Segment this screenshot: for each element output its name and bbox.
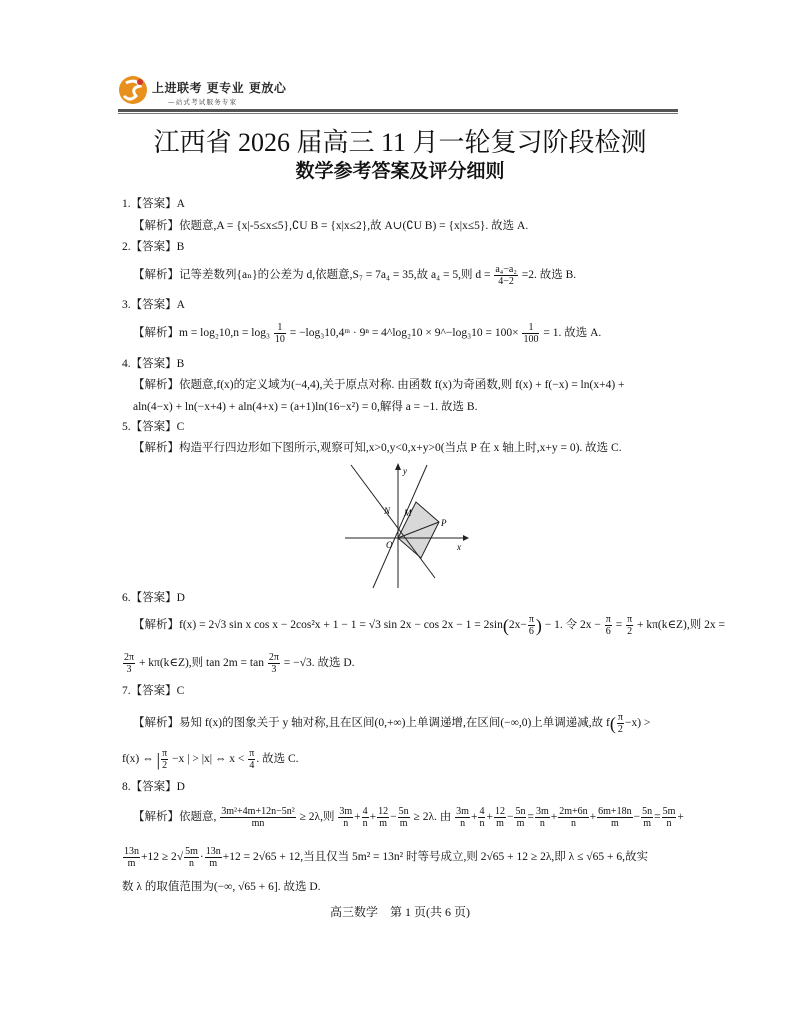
q6-explanation-2: $\frac{2\pi}{3}$ + kπ(k∈Z),则 tan 2m = tan $\frac{2\pi}{3}$ = −√3. 故选 D.	[124, 652, 355, 675]
q1-explanation: 【解析】依题意,A = {x|-5≤x≤5},∁U B = {x|x≤2},故 A∪(∁U B) = {x|x≤5}. 故选 A.	[133, 220, 529, 232]
q2-fraction: $\frac{\text{a₄−a₂}}{4-2}$	[495, 264, 517, 287]
q7-answer: 7.【答案】C	[122, 685, 185, 697]
fig-label-m: M	[404, 508, 412, 518]
fig-label-y: y	[403, 466, 407, 476]
q5-explanation: 【解析】构造平行四边形如下图所示,观察可知,x>0,y<0,x+y>0(当点 P 在 x 轴上时,x+y = 0). 故选 C.	[133, 442, 622, 454]
fig-label-p: P	[441, 518, 447, 528]
q4-explanation-1: 【解析】依题意,f(x)的定义域为(−4,4),关于原点对称. 由函数 f(x)为奇函数,则 f(x) + f(−x) = ln(x+4) +	[133, 379, 625, 391]
q2-explanation: 【解析】记等差数列{aₙ}的公差为 d,依题意,S₇ = 7a₄ = 35,故 a₄ = 5,则 d = $\frac{\text{a₄−a₂}}{4-2}$ =2. 故选 B.	[133, 264, 577, 287]
page-footer: 高三数学 第 1 页(共 6 页)	[330, 905, 470, 919]
q3-answer: 3.【答案】A	[122, 299, 185, 311]
page-subtitle: 数学参考答案及评分细则	[295, 160, 505, 182]
q7-explanation-1: 【解析】易知 f(x)的图象关于 y 轴对称,且在区间(0,+∞)上单调递增,在区间(−∞,0)上单调递减,故 f( $\frac{\pi}{2}$ −x) >	[133, 712, 651, 735]
fig-label-x: x	[457, 542, 461, 552]
q4-answer: 4.【答案】B	[122, 358, 185, 370]
q4-explanation-2: aln(4−x) + ln(−x+4) + aln(4+x) = (a+1)ln(16−x²) = 0,解得 a = −1. 故选 B.	[133, 401, 478, 413]
q2-answer: 2.【答案】B	[122, 241, 185, 253]
parallelogram-figure	[345, 460, 470, 590]
q6-explanation-1: 【解析】f(x) = 2√3 sin x cos x − 2cos²x + 1 − 1 = √3 sin 2x − cos 2x − 1 = 2sin(2x− $\frac{\pi}{6}$ ) − 1. 令 2x − $\frac{\pi}{6}$ = $\frac{\pi}{2}$ + kπ(k∈Z),则 2x =	[133, 614, 725, 637]
q8-explanation-3: 数 λ 的取值范围为(−∞, √65 + 6]. 故选 D.	[122, 881, 321, 893]
q5-answer: 5.【答案】C	[122, 421, 185, 433]
q3-explanation: 【解析】m = log₂10,n = log₃ $\frac{1}{10}$ = −log₃10,4ᵐ · 9ⁿ = 4^log₂10 × 9^−log₃10 = 100× $\frac{1}{100}$ = 1. 故选 A.	[133, 322, 602, 345]
q7-explanation-2: f(x) ⇔ | $\frac{\pi}{2}$ −x | > |x| ⇔ x < $\frac{\pi}{4}$ . 故选 C.	[122, 748, 299, 771]
brand-text: 上进联考 更专业 更放心	[152, 81, 287, 95]
fig-label-o: O	[386, 540, 393, 550]
header	[118, 74, 678, 114]
header-rule-thin	[118, 113, 678, 114]
page-title: 江西省 2026 届高三 11 月一轮复习阶段检测	[153, 128, 647, 157]
fig-label-n: N	[384, 506, 391, 516]
q8-explanation-2: $\frac{13n}{m}$ +12 ≥ 2√ $\frac{5m}{n}$ · $\frac{13n}{m}$ +12 = 2√65 + 12,当且仅当 5m² = 13n² 时等号成立,则 2√65 + 12 ≥ 2λ,即 λ ≤ √65 + 6,故实	[124, 846, 648, 869]
tagline: —站式考试服务专家	[168, 98, 238, 106]
q1-answer: 1.【答案】A	[122, 198, 185, 210]
q8-answer: 8.【答案】D	[122, 781, 185, 793]
logo-icon	[118, 74, 148, 106]
header-rule	[118, 109, 678, 112]
q6-answer: 6.【答案】D	[122, 592, 185, 604]
q8-explanation-1: 【解析】依题意, $\frac{\text{3m²+4m+12n−5n²}}{mn}$ ≥ 2λ,则 $\frac{3m}{n}$ + $\frac{4}{n}$ + $\frac{12}{m}$ − $\frac{5n}{m}$ ≥ 2λ. 由 $\frac{3m}{n}$ + $\frac{4}{n}$ + $\frac{12}{m}$ − $\frac{5n}{m}$ = $\frac{3m}{n}$ + $\frac{2m+6n}{n}$ + $\frac{6m+18n}{m}$ − $\frac{5n}{m}$ = $\frac{5m}{n}$ +	[133, 806, 684, 829]
